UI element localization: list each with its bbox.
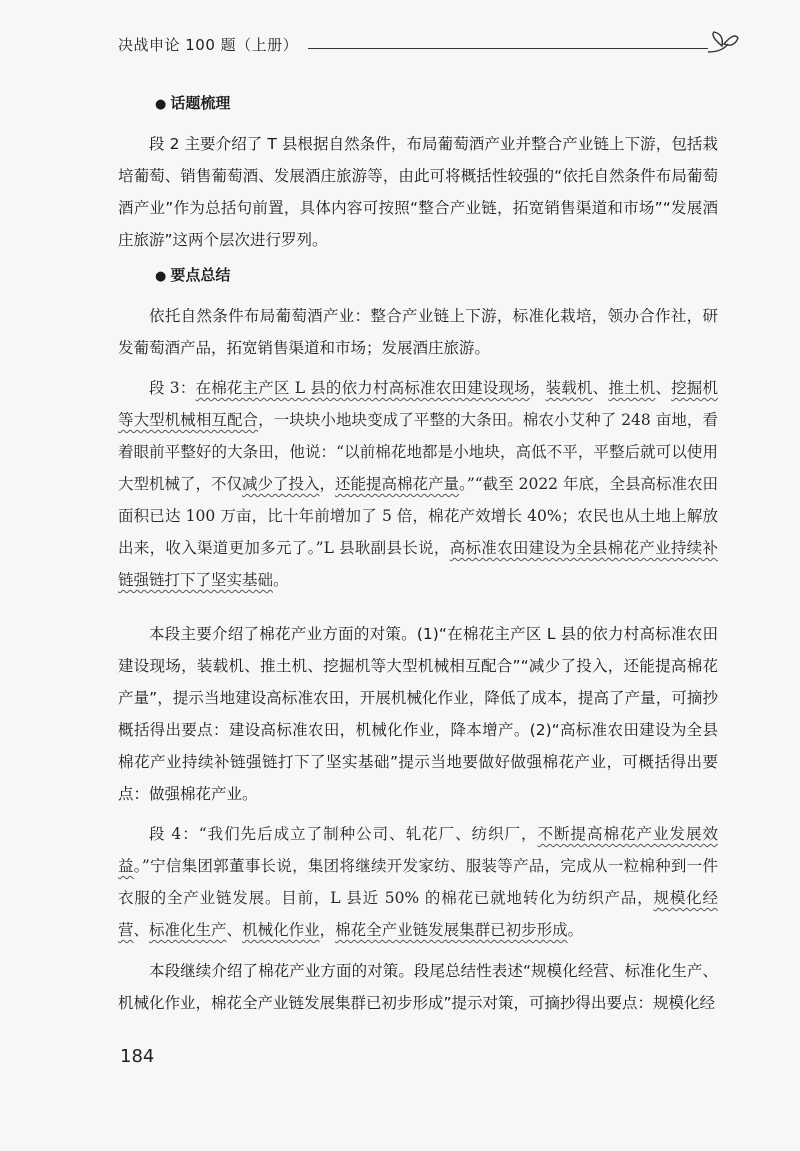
text-run: 、 bbox=[226, 921, 243, 939]
text-run: 。”“截至 2022 年底，全县高标准农田面积已达 100 万亩，比十年前增加了 5 倍，棉花产效增长 40%；农民也从土地上解放出来，收入渠道更加多元了。”L 县耿副县长说， bbox=[118, 475, 718, 557]
header-rule bbox=[308, 48, 708, 49]
text-run: 、 bbox=[592, 379, 609, 397]
underlined-quote: 在棉花主产区 L 县的依力村高标准农田建设现场 bbox=[195, 379, 530, 397]
text-run: 。 bbox=[567, 921, 584, 939]
underlined-quote: 推土机 bbox=[608, 379, 656, 397]
text-run: 、 bbox=[655, 379, 672, 397]
paragraph-4 bbox=[118, 818, 718, 946]
underlined-quote: 规模化经营 bbox=[118, 889, 718, 939]
text-run: 段 4：“我们先后成立了制种公司、轧花厂、纺织厂， bbox=[149, 825, 538, 843]
sprout-icon bbox=[704, 28, 740, 60]
summary-heading bbox=[155, 264, 230, 285]
topic-heading-text: 话题梳理 bbox=[170, 94, 231, 112]
bullet-dot-icon: ● bbox=[155, 97, 167, 112]
text-run: 、 bbox=[133, 921, 150, 939]
topic-body: 段 2 主要介绍了 T 县根据自然条件，布局葡萄酒产业并整合产业链上下游，包括栽培葡萄、销售葡萄酒、发展酒庄旅游等，由此可将概括性较强的“依托自然条件布局葡萄酒产业”作为总括句前置，具体内容可按照“整合产业链，拓宽销售渠道和市场”“发展酒庄旅游”这两个层次进行罗列。 bbox=[118, 135, 718, 249]
underlined-quote: 不断提高棉花产业发展效益 bbox=[118, 825, 718, 875]
analysis-3: 本段主要介绍了棉花产业方面的对策。(1)“在棉花主产区 L 县的依力村高标准农田建设现场，装载机、推土机、挖掘机等大型机械相互配合”“减少了投入，还能提高棉花产量”，提示当地建设高标准农田，开展机械化作业，降低了成本，提高了产量，可摘抄概括得出要点：建设高标准农田，机械化作业，降本增产。(2)“高标准农田建设为全县棉花产业持续补链强链打下了坚实基础”提示当地要做好做强棉花产业，可概括得出要点：做强棉花产业。 bbox=[118, 625, 718, 803]
analysis-4: 本段继续介绍了棉花产业方面的对策。段尾总结性表述“规模化经营、标准化生产、机械化作业，棉花全产业链发展集群已初步形成”提示对策，可摘抄得出要点：规模化经 bbox=[118, 962, 718, 1012]
underlined-quote: 标准化生产 bbox=[149, 921, 227, 939]
summary-body: 依托自然条件布局葡萄酒产业：整合产业链上下游，标准化栽培，领办合作社，研发葡萄酒产品，拓宽销售渠道和市场；发展酒庄旅游。 bbox=[118, 307, 718, 357]
underlined-quote: 棉花全产业链发展集群已初步形成 bbox=[335, 921, 568, 939]
text-run: 。”宁信集团郭董事长说，集团将继续开发家纺、服装等产品，完成从一粒棉种到一件衣服的全产业链发展。目前，L 县近 50% 的棉花已就地转化为纺织产品， bbox=[118, 857, 718, 907]
underlined-quote: 高标准农田建设为全县棉花产业持续补链强链打下了坚实基础 bbox=[118, 539, 718, 589]
underlined-quote: 机械化作业 bbox=[242, 921, 320, 939]
running-header bbox=[118, 28, 738, 68]
page-number: 184 bbox=[120, 1046, 155, 1067]
text-run: 。 bbox=[273, 571, 289, 589]
text-run: 段 3： bbox=[149, 379, 196, 397]
underlined-quote: 减少了投入 bbox=[242, 475, 320, 493]
text-run: ，一块块小地块变成了平整的大条田。棉农小艾种了 248 亩地，看着眼前平整好的大条田，他说：“以前棉花地都是小地块，高低不平，平整后就可以使用大型机械了，不仅 bbox=[118, 411, 718, 493]
header-title: 决战申论 100 题（上册） bbox=[118, 36, 299, 54]
underlined-quote: 还能提高棉花产量 bbox=[335, 475, 460, 493]
bullet-dot-icon: ● bbox=[155, 269, 167, 284]
text-run: ， bbox=[319, 475, 336, 493]
summary-heading-text: 要点总结 bbox=[170, 266, 231, 284]
text-run: ， bbox=[529, 379, 546, 397]
text-run: ， bbox=[319, 921, 336, 939]
paragraph-3 bbox=[118, 372, 718, 596]
underlined-quote: 挖掘机等大型机械相互配合 bbox=[118, 379, 718, 429]
underlined-quote: 装载机 bbox=[545, 379, 593, 397]
topic-heading bbox=[155, 92, 230, 113]
